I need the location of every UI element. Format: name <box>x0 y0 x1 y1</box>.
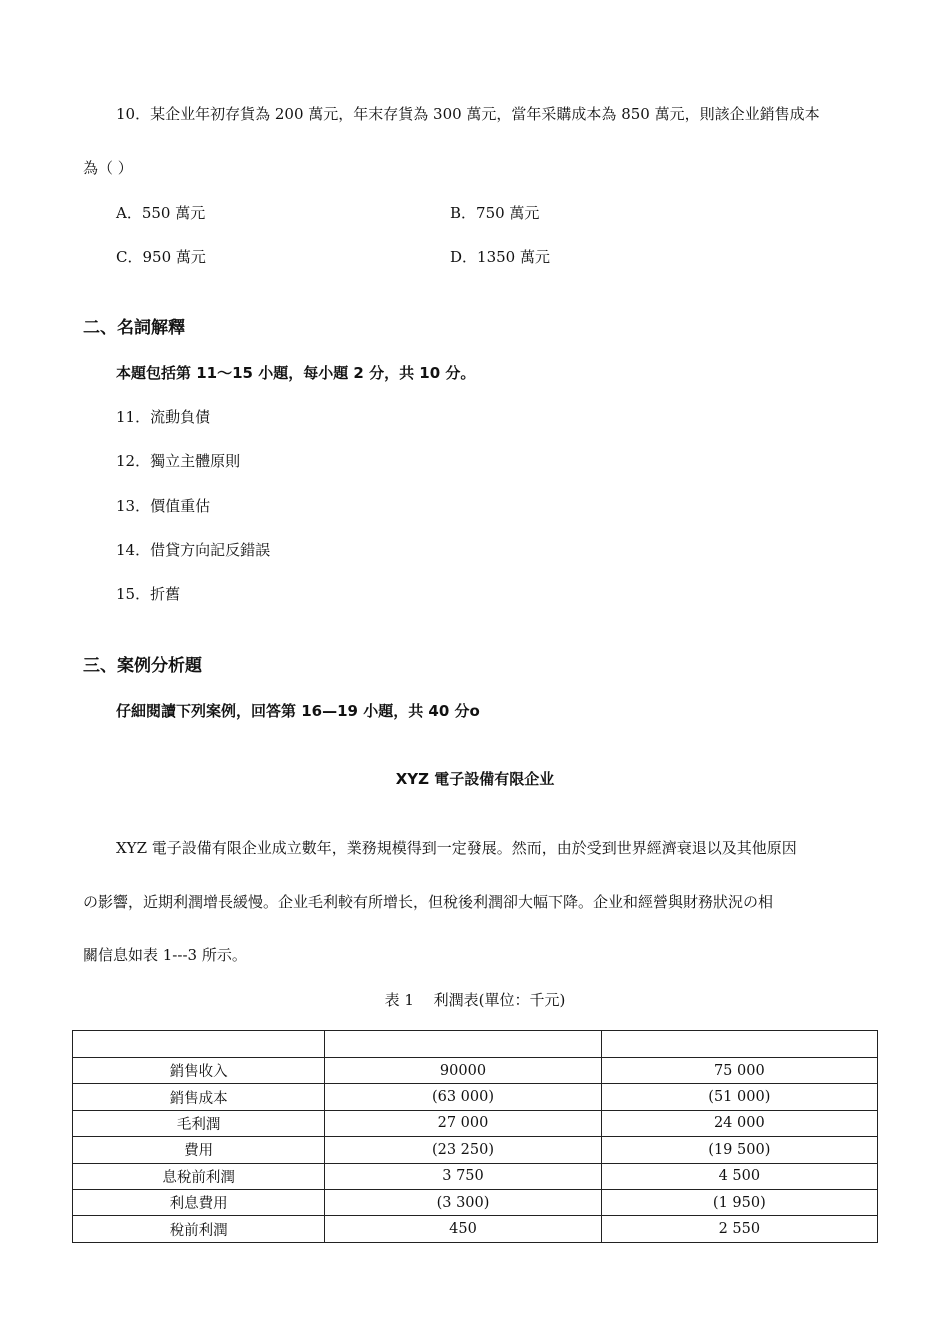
table-cell-item: 稅前利潤 <box>73 1216 325 1242</box>
question-10-stem-line2: 為（ ） <box>83 159 133 177</box>
table-cell-value: (23 250) <box>325 1137 601 1163</box>
table-cell-value: 24 000 <box>601 1110 877 1136</box>
table-cell-value: (1 950) <box>601 1189 877 1215</box>
table-header-cell <box>325 1031 601 1058</box>
table-cell-value: 27 000 <box>325 1110 601 1136</box>
table-row <box>73 1110 878 1136</box>
table-row <box>73 1163 878 1189</box>
table-cell-value: (63 000) <box>325 1084 601 1110</box>
case-title: XYZ 電子設備有限企业 <box>395 770 555 788</box>
section-3-instruction: 仔細閱讀下列案例，回答第 16—19 小題，共 40 分o <box>116 702 480 720</box>
section-3-heading: 三、案例分析題 <box>83 656 202 676</box>
question-10-stem-line1: 10．某企业年初存貨為 200 萬元，年末存貨為 300 萬元，當年采購成本為 850 萬元，則該企业銷售成本 <box>116 105 820 123</box>
table-caption: 表 1 利潤表(單位：千元) <box>384 991 566 1009</box>
case-paragraph-line3: 關信息如表 1---3 所示。 <box>83 946 247 964</box>
section-2-heading: 二、名詞解釋 <box>83 318 185 338</box>
table-cell-item: 息稅前利潤 <box>73 1163 325 1189</box>
table-cell-value: 75 000 <box>601 1058 877 1084</box>
table-cell-value: (51 000) <box>601 1084 877 1110</box>
term-item: 11．流動負債 <box>116 408 211 426</box>
case-paragraph-line2: の影響，近期利潤增長緩慢。企业毛利較有所增长，但稅後利潤卻大幅下降。企业和經營與財務狀況の相 <box>83 893 774 911</box>
option-d: D．1350 萬元 <box>450 248 550 266</box>
term-item: 15．折舊 <box>116 585 181 603</box>
table-cell-value: 450 <box>325 1216 601 1242</box>
table-header-cell <box>601 1031 877 1058</box>
table-row <box>73 1084 878 1110</box>
table-cell-value: (3 300) <box>325 1189 601 1215</box>
table-cell-value: 4 500 <box>601 1163 877 1189</box>
table-header-cell <box>73 1031 325 1058</box>
table-row <box>73 1058 878 1084</box>
table-cell-item: 利息費用 <box>73 1189 325 1215</box>
case-paragraph-line1: XYZ 電子設備有限企业成立數年，業務規模得到一定發展。然而，由於受到世界經濟衰退以及其他原因 <box>116 839 797 857</box>
table-row <box>73 1216 878 1242</box>
table-cell-value: 2 550 <box>601 1216 877 1242</box>
term-item: 12．獨立主體原則 <box>116 452 241 470</box>
option-c: C．950 萬元 <box>116 248 206 266</box>
table-row <box>73 1137 878 1163</box>
term-item: 14．借貸方向記反錯誤 <box>116 541 271 559</box>
table-cell-value: 90000 <box>325 1058 601 1084</box>
table-cell-item: 銷售收入 <box>73 1058 325 1084</box>
term-item: 13．價值重估 <box>116 497 211 515</box>
table-cell-value: (19 500) <box>601 1137 877 1163</box>
table-cell-item: 費用 <box>73 1137 325 1163</box>
table-cell-value: 3 750 <box>325 1163 601 1189</box>
table-header-row <box>73 1031 878 1058</box>
table-cell-item: 毛利潤 <box>73 1110 325 1136</box>
section-2-instruction: 本題包括第 11～15 小題，每小題 2 分，共 10 分。 <box>116 364 476 382</box>
table-cell-item: 銷售成本 <box>73 1084 325 1110</box>
table-row <box>73 1189 878 1215</box>
option-a: A．550 萬元 <box>116 204 206 222</box>
option-b: B．750 萬元 <box>450 204 540 222</box>
profit-table <box>72 1030 878 1243</box>
